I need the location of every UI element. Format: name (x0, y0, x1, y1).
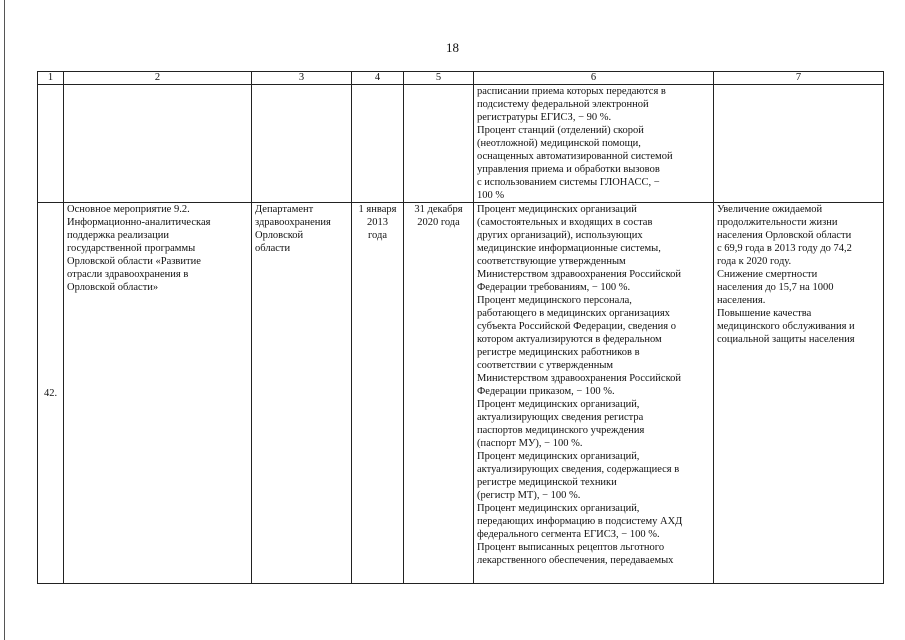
end-date-cell (404, 203, 474, 584)
text-line: федерального сегмента ЕГИСЗ, − 100 %. (477, 529, 660, 540)
text-line: работающего в медицинских организациях (477, 308, 670, 319)
header-col-5: 5 (404, 72, 474, 85)
header-col-6: 6 (474, 72, 714, 85)
left-margin-rule (4, 0, 5, 640)
header-col-4: 4 (352, 72, 404, 85)
text-line: Орловской области» (67, 282, 159, 293)
text-line: Орловской области «Развитие (67, 256, 201, 267)
continued-row-activity-cell (64, 85, 252, 203)
column-number-header-row (38, 72, 884, 85)
text-line: Федерации требованиям, − 100 %. (477, 282, 631, 293)
text-line: регистре медицинской техники (477, 477, 617, 488)
text-line: соответствующие утвержденным (477, 256, 626, 267)
text-line: 100 % (477, 190, 505, 201)
expected-results-cell (714, 203, 884, 584)
text-line: других организаций), использующих (477, 230, 643, 241)
text-line: Процент медицинского персонала, (477, 295, 632, 306)
text-line: здравоохранения (255, 217, 331, 228)
text-line: Федерации приказом, − 100 %. (477, 386, 615, 397)
text-line: Процент медицинских организаций (477, 204, 637, 215)
executor-cell (252, 203, 352, 584)
start-date-cell (352, 203, 404, 584)
text-line: (самостоятельных и входящих в состав (477, 217, 653, 228)
text-line: государственной программы (67, 243, 196, 254)
text-line: 2013 (367, 217, 388, 228)
text-line: актуализирующих сведения, содержащиеся в (477, 464, 680, 475)
text-line: (неотложной) медицинской помощи, (477, 138, 641, 149)
continued-row-end-cell (404, 85, 474, 203)
text-line: социальной защиты населения (717, 334, 855, 345)
header-col-7: 7 (714, 72, 884, 85)
text-line: расписании приема которых передаются в (477, 86, 666, 97)
text-line: с 69,9 года в 2013 году до 74,2 (717, 243, 852, 254)
text-line: Увеличение ожидаемой (717, 204, 823, 215)
text-line: лекарственного обеспечения, передаваемых (477, 555, 674, 566)
text-line: поддержка реализации (67, 230, 169, 241)
text-line: котором актуализируются в федеральном (477, 334, 662, 345)
text-line: Процент выписанных рецептов льготного (477, 542, 665, 553)
indicators-cell (474, 203, 714, 584)
text-line: Министерством здравоохранения Российской (477, 373, 682, 384)
continued-row-results-cell (714, 85, 884, 203)
activity-name-cell (64, 203, 252, 584)
text-line: оснащенных автоматизированной системой (477, 151, 673, 162)
text-line: актуализирующих сведения регистра (477, 412, 644, 423)
continued-row-start-cell (352, 85, 404, 203)
text-line: Процент медицинских организаций, (477, 451, 640, 462)
row-number-cell: 42. (38, 203, 64, 584)
continued-row-executor-cell (252, 85, 352, 203)
text-line: Информационно-аналитическая (67, 217, 211, 228)
text-line: медицинского обслуживания и (717, 321, 855, 332)
text-line: с использованием системы ГЛОНАСС, − (477, 177, 660, 188)
text-line: Основное мероприятие 9.2. (67, 204, 190, 215)
text-line: 2020 года (417, 217, 460, 228)
cell-bottom-spacer (477, 567, 710, 583)
text-line: регистратуры ЕГИСЗ, − 90 %. (477, 112, 612, 123)
text-line: Снижение смертности (717, 269, 818, 280)
text-line: медицинские информационные системы, (477, 243, 661, 254)
header-col-3: 3 (252, 72, 352, 85)
text-line: субъекта Российской Федерации, сведения о (477, 321, 677, 332)
header-col-1: 1 (38, 72, 64, 85)
text-line: передающих информацию в подсистему АХД (477, 516, 683, 527)
text-line: (паспорт МУ), − 100 %. (477, 438, 583, 449)
text-line: Повышение качества (717, 308, 812, 319)
table-row-42 (38, 203, 884, 584)
text-line: Процент станций (отделений) скорой (477, 125, 644, 136)
text-line: года (368, 230, 387, 241)
text-line: (регистр МТ), − 100 %. (477, 490, 581, 501)
table-row-continued (38, 85, 884, 203)
text-line: Процент медицинских организаций, (477, 399, 640, 410)
program-activities-table (37, 71, 884, 584)
text-line: населения. (717, 295, 766, 306)
continued-row-number-cell (38, 85, 64, 203)
text-line: паспортов медицинского учреждения (477, 425, 645, 436)
text-line: отрасли здравоохранения в (67, 269, 189, 280)
text-line: области (255, 243, 291, 254)
text-line: населения Орловской области (717, 230, 852, 241)
text-line: 31 декабря (414, 204, 463, 215)
page-number: 18 (446, 40, 459, 55)
text-line: подсистему федеральной электронной (477, 99, 649, 110)
header-col-2: 2 (64, 72, 252, 85)
continued-row-indicators-cell (474, 85, 714, 203)
text-line: Министерством здравоохранения Российской (477, 269, 682, 280)
text-line: Орловской (255, 230, 304, 241)
text-line: регистре медицинских работников в (477, 347, 640, 358)
text-line: 1 января (358, 204, 397, 215)
text-line: года к 2020 году. (717, 256, 792, 267)
text-line: соответствии с утвержденным (477, 360, 614, 371)
text-line: населения до 15,7 на 1000 (717, 282, 834, 293)
text-line: управления приема и обработки вызовов (477, 164, 660, 175)
text-line: Департамент (255, 204, 314, 215)
text-line: Процент медицинских организаций, (477, 503, 640, 514)
text-line: продолжительности жизни (717, 217, 838, 228)
